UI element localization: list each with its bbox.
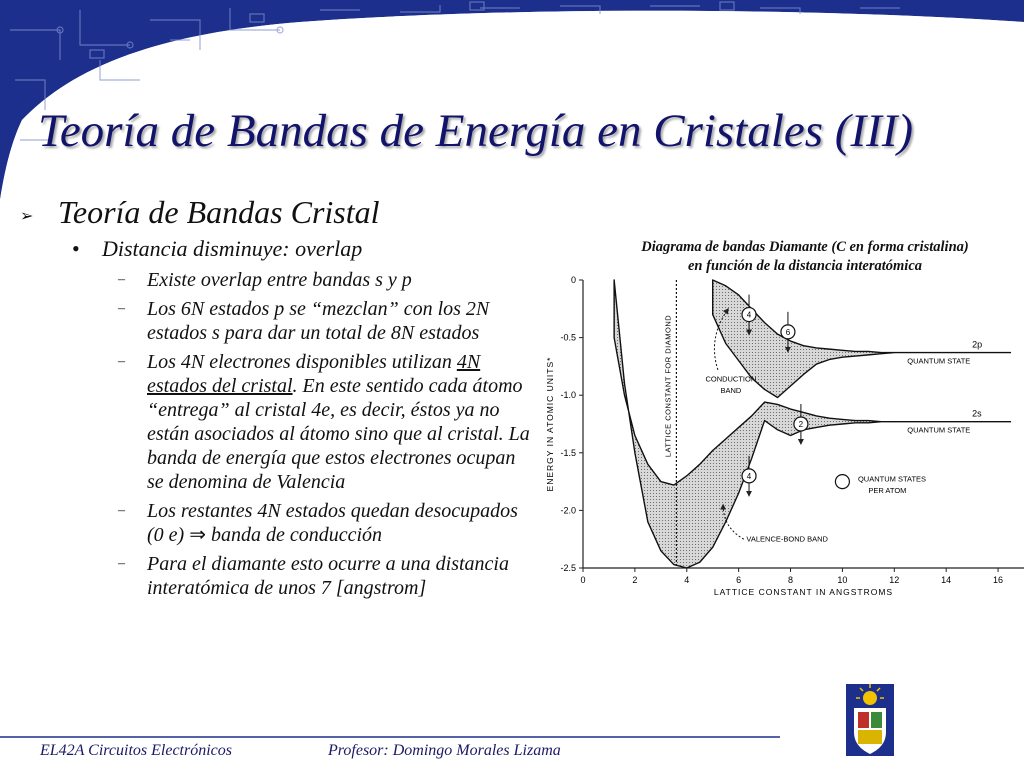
sub-bullet-text: Los 6N estados p se “mezclan” con los 2N estados s para dar un total de 8N estados xyxy=(147,298,490,344)
y-tick-label: -1.5 xyxy=(560,447,576,458)
sub-bullet-text: Los 4N electrones disponibles utilizan xyxy=(147,351,457,373)
sub-bullet-text: Existe overlap entre bandas s y p xyxy=(147,269,412,291)
x-axis-title: LATTICE CONSTANT IN ANGSTROMS xyxy=(713,587,894,597)
header-blue-swoosh xyxy=(0,0,1024,200)
footer-professor: Profesor: Domingo Morales Lizama xyxy=(328,742,561,759)
sub-bullet-text: Para el diamante esto ocurre a una distancia interatómica de unos 7 [angstrom] xyxy=(147,553,509,599)
dash-bullet-icon: – xyxy=(118,556,125,571)
x-tick-label: 2 xyxy=(632,575,638,585)
chart-caption-line: en función de la distancia interatómica xyxy=(687,258,923,274)
x-tick-label: 0 xyxy=(580,575,586,585)
chart-caption-line: Diagrama de bandas Diamante (C en forma cristalina) xyxy=(641,239,969,255)
x-tick-label: 4 xyxy=(684,575,690,585)
state-count-label: 6 xyxy=(785,327,791,337)
footer-course: EL42A Circuitos Electrónicos xyxy=(40,742,232,759)
x-tick-label: 14 xyxy=(941,575,952,585)
y-tick-label: -1.0 xyxy=(560,390,576,401)
sub-bullet-text: . En este sentido cada átomo “entrega” al cristal 4e, es decir, éstos ya no están asociados al átomo sino que al cristal. La banda de energía que estos electrones ocupan se denomina de Valencia xyxy=(147,375,530,493)
valence-band-label: VALENCE-BOND BAND xyxy=(746,534,828,544)
band-diagram-chart xyxy=(538,270,1024,600)
y-tick-label: -2.0 xyxy=(560,505,576,516)
sub-bullet xyxy=(118,552,530,600)
x-tick-label: 6 xyxy=(736,575,742,585)
arrow-bullet-icon: ➢ xyxy=(20,207,34,225)
bullet-level-2 xyxy=(72,236,362,262)
state-count-label: 4 xyxy=(746,310,752,320)
conduction-band-label: CONDUCTION xyxy=(705,374,757,384)
sub-bullet xyxy=(118,297,530,345)
level-2p-label: 2p xyxy=(972,339,983,350)
level-2p-state-label: QUANTUM STATE xyxy=(907,356,971,366)
x-tick-label: 8 xyxy=(788,575,794,585)
dash-bullet-icon: – xyxy=(118,272,125,287)
diamond-lattice-label: LATTICE CONSTANT FOR DIAMOND xyxy=(663,314,673,458)
state-count-label: 2 xyxy=(798,420,804,429)
level-2s-state-label: QUANTUM STATE xyxy=(907,425,971,435)
legend-marker xyxy=(835,475,849,489)
y-tick-label: -0.5 xyxy=(560,332,576,343)
sub-bullet xyxy=(118,268,530,292)
dash-bullet-icon: – xyxy=(118,301,125,316)
bullet-level-2-text: Distancia disminuye: overlap xyxy=(102,236,363,261)
sub-bullet-text: banda de conducción xyxy=(205,524,383,546)
y-axis-title: ENERGY IN ATOMIC UNITS* xyxy=(545,356,555,492)
bullet-level-1 xyxy=(20,194,380,231)
implies-arrow-icon: ⇒ xyxy=(189,524,206,546)
y-tick-label: 0 xyxy=(570,275,576,285)
dash-bullet-icon: – xyxy=(118,503,125,518)
x-tick-label: 16 xyxy=(993,575,1004,585)
sub-bullet-text: Los restantes 4N estados quedan desocupados (0 e) xyxy=(147,500,518,546)
bullet-level-1-text: Teoría de Bandas Cristal xyxy=(58,194,380,230)
sub-bullet xyxy=(118,499,530,547)
level-2s-label: 2s xyxy=(972,408,982,419)
university-logo xyxy=(846,684,894,756)
y-tick-label: -2.5 xyxy=(560,563,576,573)
state-count-label: 4 xyxy=(746,471,752,481)
dash-bullet-icon: – xyxy=(118,354,125,369)
x-tick-label: 12 xyxy=(889,575,900,585)
sub-bullet-list xyxy=(118,268,530,605)
conduction-band-label: BAND xyxy=(720,385,742,395)
underlined-text: 4N estados del cristal xyxy=(147,351,481,397)
legend-label: PER ATOM xyxy=(868,486,907,496)
sub-bullet xyxy=(118,350,530,494)
legend-label: QUANTUM STATES xyxy=(857,474,927,484)
dot-bullet-icon: • xyxy=(72,236,80,261)
x-tick-label: 10 xyxy=(837,575,848,585)
slide-title: Teoría de Bandas de Energía en Cristales (III) xyxy=(38,105,914,157)
